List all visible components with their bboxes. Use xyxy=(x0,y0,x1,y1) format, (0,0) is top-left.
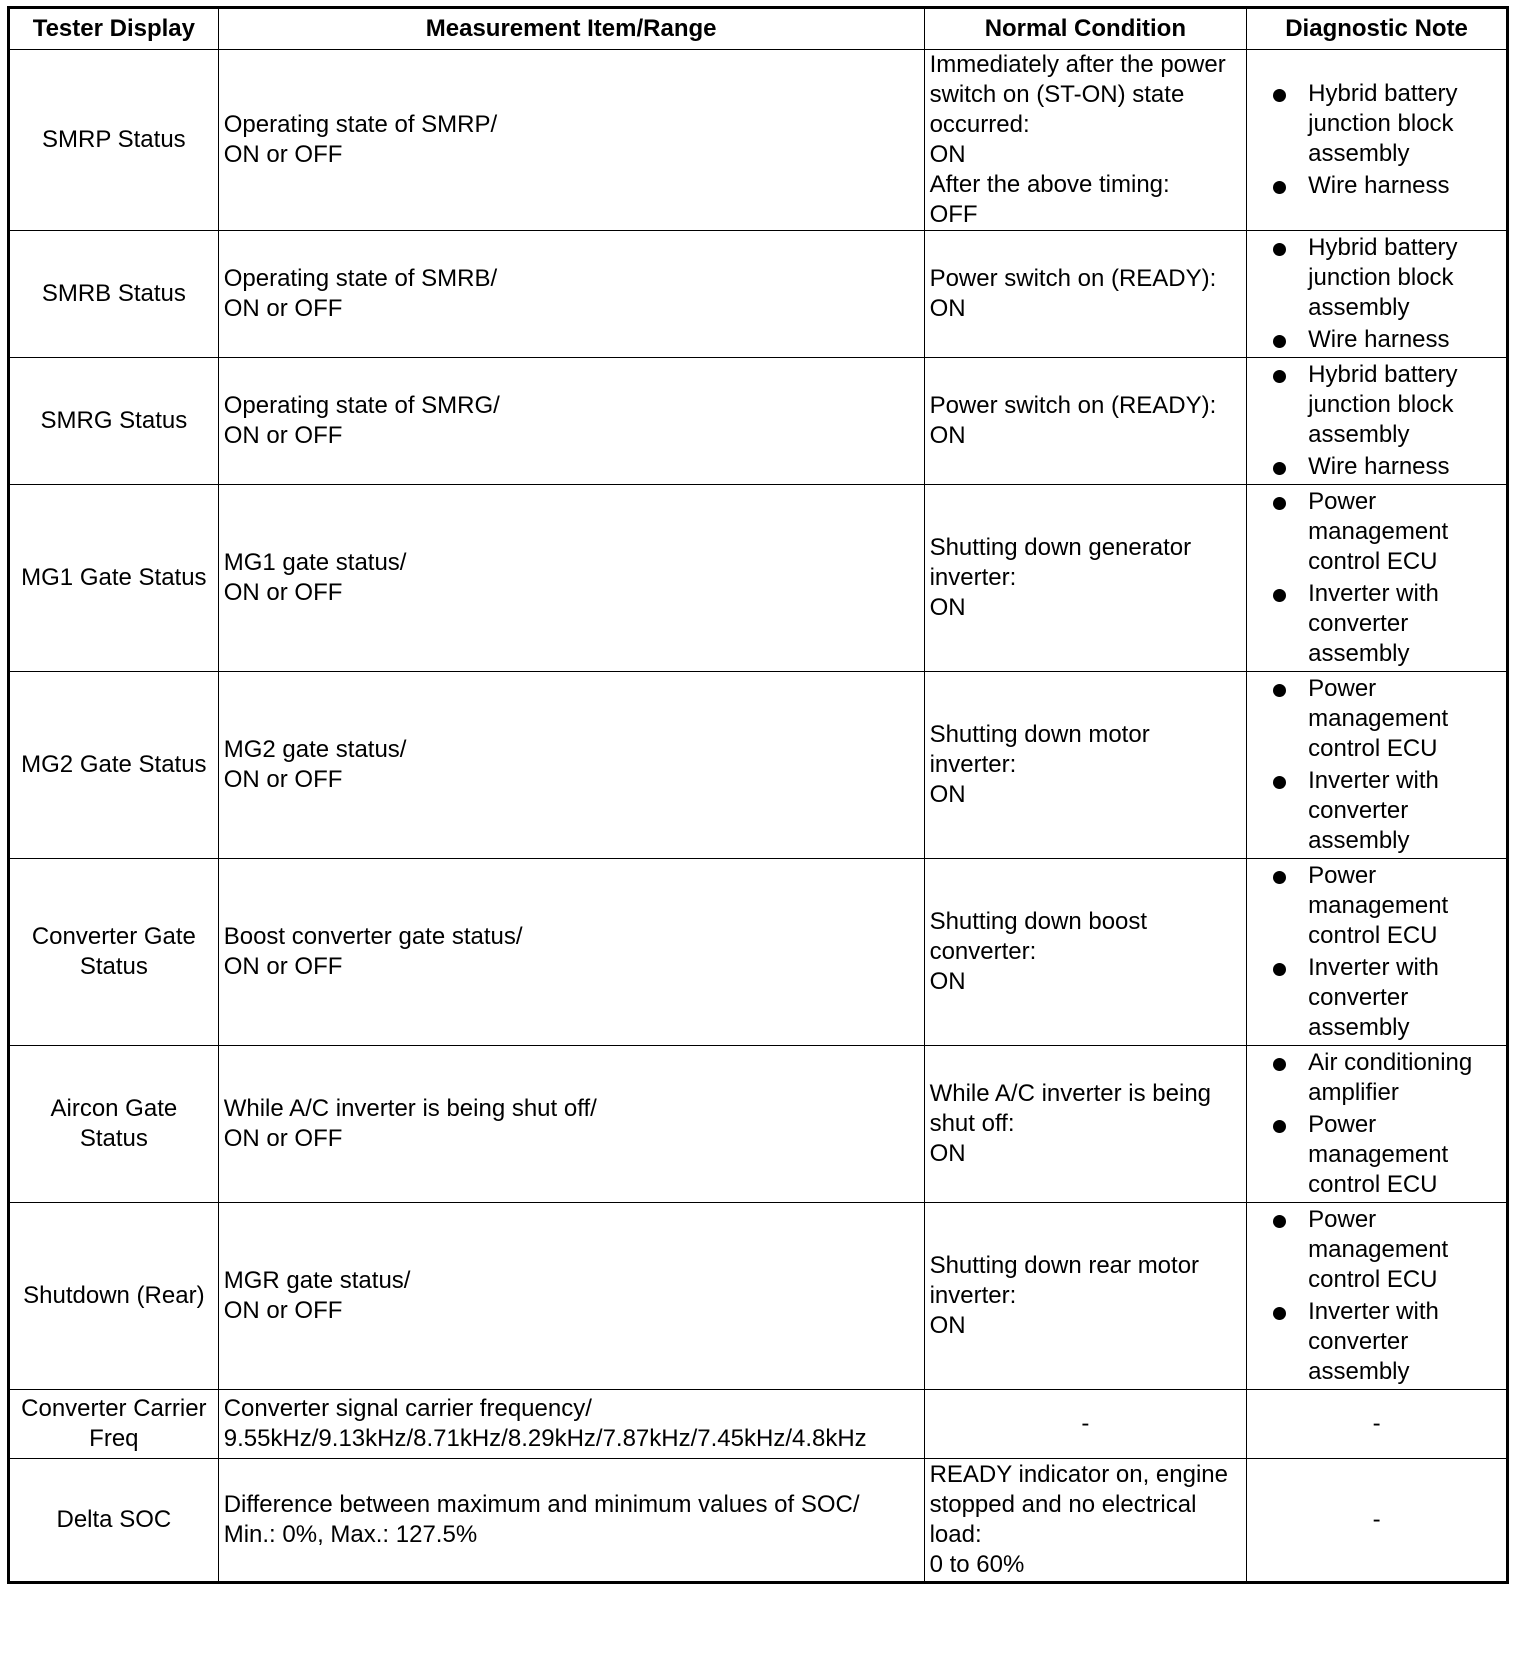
cell-text: Boost converter gate status/ xyxy=(223,923,523,950)
table-row xyxy=(9,1459,1508,1583)
tester-display-cell xyxy=(9,1203,219,1390)
cell-text: While A/C inverter is being shut off/ xyxy=(223,1095,597,1122)
list-item: Power management control ECU xyxy=(1252,674,1501,764)
list-item: Air conditioning amplifier xyxy=(1252,1048,1501,1108)
list-item: Wire harness xyxy=(1252,325,1501,355)
cell-text: MG2 gate status/ xyxy=(223,736,407,763)
list-item: Power management control ECU xyxy=(1252,1110,1501,1200)
cell-text: Converter Gate xyxy=(31,923,196,950)
diagnostic-note-cell xyxy=(1247,485,1508,672)
list-item: Hybrid battery junction block assembly xyxy=(1252,233,1501,323)
cell-text: ON xyxy=(929,781,966,808)
tester-display-cell xyxy=(9,485,219,672)
condition-cell xyxy=(924,1046,1247,1203)
diagnostic-note-list xyxy=(1252,360,1501,482)
cell-text: ON or OFF xyxy=(223,1125,343,1152)
cell-text: Status xyxy=(79,953,148,980)
table-row xyxy=(9,859,1508,1046)
measurement-cell xyxy=(218,231,924,358)
table-row xyxy=(9,231,1508,358)
tester-display-cell xyxy=(9,1459,219,1583)
empty-value-dash: - xyxy=(1372,1506,1381,1533)
measurement-cell xyxy=(218,672,924,859)
measurement-cell xyxy=(218,50,924,231)
header-diagnostic-note: Diagnostic Note xyxy=(1247,8,1508,50)
cell-text: ON xyxy=(929,594,966,621)
cell-text: Shutting down generator xyxy=(929,534,1192,561)
diagnostic-note-list xyxy=(1252,1205,1501,1387)
cell-text: Immediately after the power xyxy=(929,51,1226,78)
list-item: Wire harness xyxy=(1252,452,1501,482)
header-tester-display: Tester Display xyxy=(9,8,219,50)
cell-text: SMRB Status xyxy=(41,280,186,307)
cell-text: ON xyxy=(929,968,966,995)
measurement-cell xyxy=(218,859,924,1046)
empty-value-dash: - xyxy=(1081,1410,1090,1437)
table-row xyxy=(9,1046,1508,1203)
table-row xyxy=(9,1390,1508,1459)
cell-text: OFF xyxy=(929,201,978,228)
diagnostic-note-cell xyxy=(1247,358,1508,485)
cell-text: ON or OFF xyxy=(223,953,343,980)
list-item: Inverter with converter assembly xyxy=(1252,1297,1501,1387)
condition-cell xyxy=(924,1459,1247,1583)
condition-cell xyxy=(924,859,1247,1046)
empty-value-dash: - xyxy=(1372,1410,1381,1437)
cell-text: occurred: xyxy=(929,111,1030,138)
condition-cell xyxy=(924,1203,1247,1390)
diagnostic-note-cell xyxy=(1247,1390,1508,1459)
cell-text: Shutting down boost xyxy=(929,908,1148,935)
list-item: Power management control ECU xyxy=(1252,1205,1501,1295)
diagnostic-note-cell xyxy=(1247,672,1508,859)
cell-text: ON xyxy=(929,1312,966,1339)
cell-text: SMRP Status xyxy=(42,126,186,153)
cell-text: Shutdown (Rear) xyxy=(23,1282,205,1309)
condition-cell xyxy=(924,485,1247,672)
cell-text: MG1 gate status/ xyxy=(223,549,407,576)
cell-text: converter: xyxy=(929,938,1037,965)
list-item: Inverter with converter assembly xyxy=(1252,953,1501,1043)
cell-text: After the above timing: xyxy=(929,171,1170,198)
cell-text: Converter Carrier xyxy=(21,1395,207,1422)
cell-text: 0 to 60% xyxy=(929,1551,1025,1578)
cell-text: ON or OFF xyxy=(223,579,343,606)
measurement-cell xyxy=(218,1459,924,1583)
cell-text: While A/C inverter is being xyxy=(929,1080,1212,1107)
cell-text: Operating state of SMRB/ xyxy=(223,265,498,292)
list-item: Wire harness xyxy=(1252,171,1501,201)
diagnostic-note-cell xyxy=(1247,1459,1508,1583)
cell-text: Shutting down rear motor xyxy=(929,1252,1200,1279)
cell-text: Power switch on (READY): xyxy=(929,392,1217,419)
diagnostic-note-cell xyxy=(1247,231,1508,358)
cell-text: Shutting down motor xyxy=(929,721,1150,748)
diagnostic-note-cell xyxy=(1247,1046,1508,1203)
condition-cell xyxy=(924,231,1247,358)
tester-display-cell xyxy=(9,358,219,485)
list-item: Inverter with converter assembly xyxy=(1252,579,1501,669)
cell-text: MGR gate status/ xyxy=(223,1267,411,1294)
cell-text: Power switch on (READY): xyxy=(929,265,1217,292)
diagnostic-note-cell xyxy=(1247,50,1508,231)
diagnostic-note-list xyxy=(1252,79,1501,201)
cell-text: stopped and no electrical xyxy=(929,1491,1197,1518)
cell-text: ON xyxy=(929,141,966,168)
cell-text: inverter: xyxy=(929,751,1017,778)
cell-text: Freq xyxy=(89,1425,139,1452)
list-item: Hybrid battery junction block assembly xyxy=(1252,360,1501,450)
diagnostic-note-list xyxy=(1252,674,1501,856)
condition-cell xyxy=(924,50,1247,231)
diagnostic-note-list xyxy=(1252,233,1501,355)
cell-text: ON xyxy=(929,422,966,449)
cell-text: ON or OFF xyxy=(223,1297,343,1324)
cell-text: shut off: xyxy=(929,1110,1015,1137)
cell-text: Operating state of SMRP/ xyxy=(223,111,498,138)
data-list-table xyxy=(7,6,1509,1584)
header-normal-condition: Normal Condition xyxy=(924,8,1247,50)
cell-text: load: xyxy=(929,1521,982,1548)
diagnostic-note-list xyxy=(1252,861,1501,1043)
condition-cell xyxy=(924,1390,1247,1459)
list-item: Power management control ECU xyxy=(1252,487,1501,577)
cell-text: 9.55kHz/9.13kHz/8.71kHz/8.29kHz/7.87kHz/7.45kHz/4.8kHz xyxy=(223,1425,867,1452)
table-row xyxy=(9,1203,1508,1390)
list-item: Power management control ECU xyxy=(1252,861,1501,951)
tester-display-cell xyxy=(9,50,219,231)
diagnostic-note-cell xyxy=(1247,1203,1508,1390)
cell-text: MG2 Gate Status xyxy=(21,751,207,778)
cell-text: ON xyxy=(929,295,966,322)
cell-text: switch on (ST-ON) state xyxy=(929,81,1185,108)
diagnostic-note-cell xyxy=(1247,859,1508,1046)
cell-text: Converter signal carrier frequency/ xyxy=(223,1395,592,1422)
list-item: Inverter with converter assembly xyxy=(1252,766,1501,856)
tester-display-cell xyxy=(9,231,219,358)
header-measurement-item: Measurement Item/Range xyxy=(218,8,924,50)
cell-text: SMRG Status xyxy=(40,407,188,434)
list-item: Hybrid battery junction block assembly xyxy=(1252,79,1501,169)
condition-cell xyxy=(924,358,1247,485)
cell-text: inverter: xyxy=(929,564,1017,591)
cell-text: Status xyxy=(79,1125,148,1152)
diagnostic-note-list xyxy=(1252,1048,1501,1200)
diagnostic-note-list xyxy=(1252,487,1501,669)
tester-display-cell xyxy=(9,1390,219,1459)
cell-text: ON or OFF xyxy=(223,766,343,793)
cell-text: Delta SOC xyxy=(56,1506,172,1533)
cell-text: Operating state of SMRG/ xyxy=(223,392,500,419)
cell-text: MG1 Gate Status xyxy=(21,564,207,591)
condition-cell xyxy=(924,672,1247,859)
tester-display-cell xyxy=(9,859,219,1046)
measurement-cell xyxy=(218,485,924,672)
cell-text: ON xyxy=(929,1140,966,1167)
cell-text: Difference between maximum and minimum values of SOC/ xyxy=(223,1491,860,1518)
cell-text: ON or OFF xyxy=(223,422,343,449)
measurement-cell xyxy=(218,1203,924,1390)
cell-text: Aircon Gate xyxy=(50,1095,178,1122)
header-row xyxy=(9,8,1508,50)
cell-text: inverter: xyxy=(929,1282,1017,1309)
table-row xyxy=(9,358,1508,485)
cell-text: ON or OFF xyxy=(223,141,343,168)
table-row xyxy=(9,50,1508,231)
tester-display-cell xyxy=(9,672,219,859)
cell-text: READY indicator on, engine xyxy=(929,1461,1228,1488)
measurement-cell xyxy=(218,358,924,485)
cell-text: Min.: 0%, Max.: 127.5% xyxy=(223,1521,478,1548)
table-row xyxy=(9,485,1508,672)
measurement-cell xyxy=(218,1046,924,1203)
cell-text: ON or OFF xyxy=(223,295,343,322)
tester-display-cell xyxy=(9,1046,219,1203)
table-row xyxy=(9,672,1508,859)
measurement-cell xyxy=(218,1390,924,1459)
